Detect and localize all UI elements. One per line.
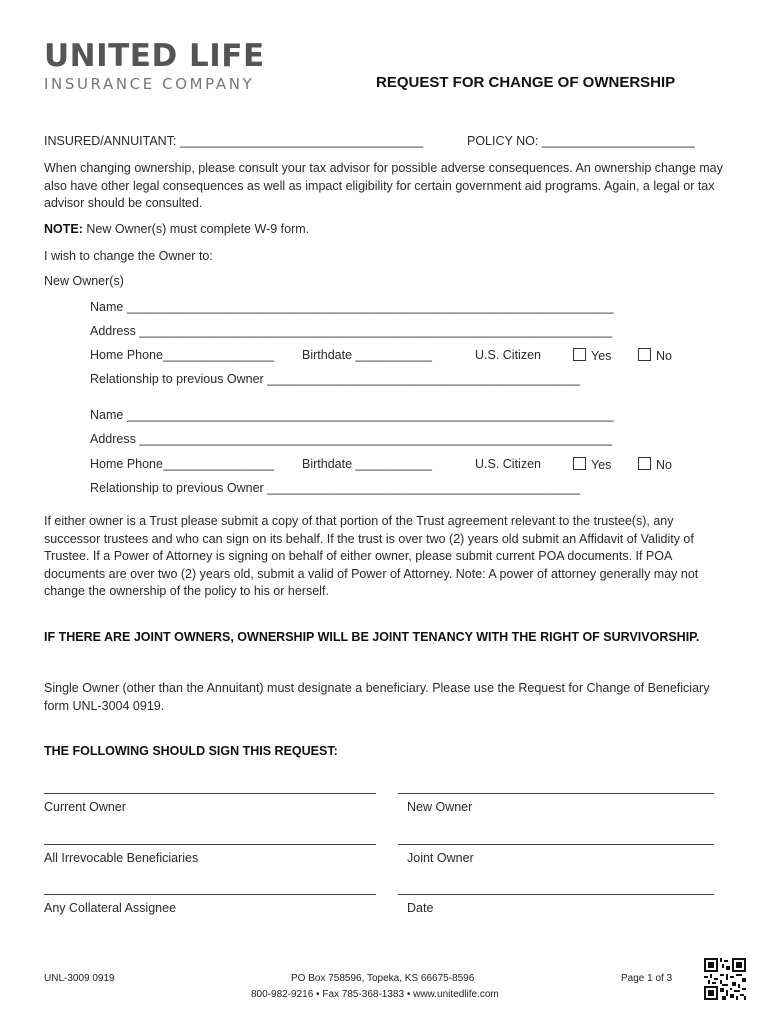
date-line[interactable]	[398, 894, 714, 896]
no-label: No	[656, 458, 672, 472]
policy-number-field[interactable]: POLICY NO: ______________________	[467, 134, 695, 148]
insured-annuitant-field[interactable]: INSURED/ANNUITANT: ___________________________________	[44, 134, 424, 148]
owner1-citizen-yes[interactable]	[573, 348, 611, 363]
yes-label: Yes	[591, 458, 612, 472]
owner2-birthdate-field[interactable]: Birthdate ___________	[302, 457, 432, 471]
note-text: New Owner(s) must complete W-9 form.	[82, 222, 310, 236]
note-line	[44, 222, 309, 236]
checkbox-icon[interactable]	[638, 348, 651, 361]
owner2-address-field[interactable]: Address ____________________________________________________________________	[90, 432, 613, 446]
contact-info: 800-982-9216 • Fax 785-368-1383 • www.unitedlife.com	[251, 989, 499, 1000]
owner1-relationship-field[interactable]: Relationship to previous Owner _____________________________________________	[90, 372, 581, 386]
change-owner-text: I wish to change the Owner to:	[44, 249, 213, 263]
joint-owners-heading: IF THERE ARE JOINT OWNERS, OWNERSHIP WILL BE JOINT TENANCY WITH THE RIGHT OF SURVIVORSHIP.	[44, 630, 700, 644]
beneficiaries-label: All Irrevocable Beneficiaries	[44, 851, 199, 865]
owner2-citizen-no[interactable]	[638, 457, 672, 472]
page-number: Page 1 of 3	[621, 973, 673, 984]
new-owner-label: New Owner	[407, 800, 473, 814]
owner1-citizen-label: U.S. Citizen	[475, 348, 541, 362]
new-owners-heading: New Owner(s)	[44, 274, 124, 288]
current-owner-signature-line[interactable]	[44, 793, 376, 795]
assignee-signature-line[interactable]	[44, 894, 376, 896]
single-owner-text: Single Owner (other than the Annuitant) must designate a beneficiary. Please use the Request for Change of Beneficiary form UNL-3004 0919.	[44, 681, 710, 713]
tax-warning-text: When changing ownership, please consult your tax advisor for possible adverse consequences. An ownership change may also have other legal consequences as well as impact eligibility for certain government aid programs. Again, a legal or tax advisor should be consulted.	[44, 161, 723, 210]
owner1-address-field[interactable]: Address ____________________________________________________________________	[90, 324, 613, 338]
assignee-label: Any Collateral Assignee	[44, 901, 177, 915]
checkbox-icon[interactable]	[638, 457, 651, 470]
owner1-name-field[interactable]: Name ______________________________________________________________________	[90, 300, 614, 314]
owner1-birthdate-field[interactable]: Birthdate ___________	[302, 348, 432, 362]
new-owner-signature-line[interactable]	[398, 793, 714, 795]
page-title: REQUEST FOR CHANGE OF OWNERSHIP	[376, 74, 676, 91]
checkbox-icon[interactable]	[573, 348, 586, 361]
company-logo-name: UNITED LIFE	[44, 38, 265, 74]
owner2-citizen-label: U.S. Citizen	[475, 457, 541, 471]
note-label: NOTE:	[44, 222, 83, 236]
yes-label: Yes	[591, 349, 612, 363]
form-id: UNL-3009 0919	[44, 973, 115, 984]
qr-code-icon	[704, 958, 746, 1000]
joint-owner-signature-line[interactable]	[398, 844, 714, 846]
mailing-address: PO Box 758596, Topeka, KS 66675-8596	[291, 973, 475, 984]
joint-owner-label: Joint Owner	[407, 851, 474, 865]
owner2-relationship-field[interactable]: Relationship to previous Owner _____________________________________________	[90, 481, 581, 495]
date-label: Date	[407, 901, 434, 915]
owner1-citizen-no[interactable]	[638, 348, 672, 363]
owner2-home-phone-field[interactable]: Home Phone________________	[90, 457, 275, 471]
owner2-citizen-yes[interactable]	[573, 457, 611, 472]
no-label: No	[656, 349, 672, 363]
beneficiaries-signature-line[interactable]	[44, 844, 376, 846]
checkbox-icon[interactable]	[573, 457, 586, 470]
trust-poa-text: If either owner is a Trust please submit a copy of that portion of the Trust agreement relevant to the trustee(s), any successor trustees and who can sign on its behalf. If the trust is over two (2) years old submit an Affidavit of Validity of Trustee. If a Power of Attorney is signing on behalf of either owner, please submit current POA documents. If POA documents are over two (2) years old, submit a valid of Power of Attorney. Note: A power of attorney generally may not change the ownership of the policy to his or herself.	[44, 514, 699, 598]
signers-heading: THE FOLLOWING SHOULD SIGN THIS REQUEST:	[44, 744, 338, 758]
current-owner-label: Current Owner	[44, 800, 126, 814]
owner1-home-phone-field[interactable]: Home Phone________________	[90, 348, 275, 362]
owner2-name-field[interactable]: Name ______________________________________________________________________	[90, 408, 614, 422]
company-logo-subtitle: INSURANCE COMPANY	[44, 75, 255, 93]
